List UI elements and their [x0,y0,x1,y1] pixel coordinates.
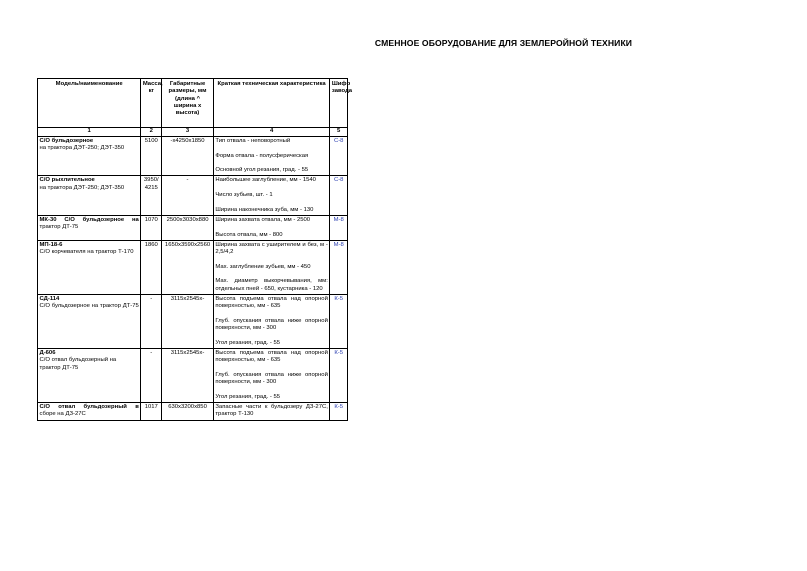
characteristic-line: Глуб. опускания отвала ниже опорной поверхности, мм - 300 [215,317,328,332]
dimensions-cell: 3115х2545х- [162,294,214,348]
model-description: на трактора ДЭТ-250; ДЭТ-350 [39,184,125,191]
characteristic-line: Высота подъема отвала над опорной поверхностью, мм - 635 [215,295,328,310]
characteristics-cell [213,349,330,403]
equipment-name-cell [38,240,141,294]
table-row [38,403,348,421]
dimensions-cell: 1650х3590х2560 [162,240,214,294]
characteristics-cell [213,403,330,421]
model-name: МП-18-6 [39,241,63,248]
equipment-name-cell [38,403,141,421]
mass-cell: 1017 [141,403,162,421]
dimensions-cell: - [162,176,214,215]
characteristic-line: Мах. заглубление зубьев, мм - 450 [215,263,311,270]
model-description: трактор ДТ-75 [39,224,79,231]
characteristic-line: Ширина захвата отвала, мм - 2500 [215,216,311,223]
mass-cell: 1860 [141,240,162,294]
mass-cell: 5100 [141,137,162,176]
characteristics-cell [213,176,330,215]
dimensions-cell: 630х3200х850 [162,403,214,421]
model-description: С/О корчевателя на трактор Т-170 [39,249,134,256]
model-name: СД-114 [39,295,60,302]
column-number: 1 [38,128,141,137]
table-row [38,137,348,176]
characteristics-cell [213,240,330,294]
characteristic-line: Угол резания, град. - 55 [215,393,281,400]
dimensions-cell: -х4250х1850 [162,137,214,176]
characteristic-line: Основной угол резания, град. - 55 [215,167,309,174]
characteristic-line: Наибольшее заглубление, мм - 1540 [215,177,316,184]
model-description: С/О отвал бульдозерный на трактор ДТ-75 [39,357,117,371]
equipment-name-cell [38,215,141,240]
factory-code-cell: С-8 [330,137,348,176]
characteristic-line: Ширина наконечника зуба, мм - 130 [215,206,314,213]
equipment-name-cell [38,349,141,403]
header-dimensions: Габаритные размеры, мм (длина ^ ширина x высота) [162,79,214,128]
equipment-table [37,78,353,421]
characteristic-line: Высота подъема отвала над опорной поверхностью, мм - 635 [215,350,328,364]
mass-cell: - [141,294,162,348]
column-number: 3 [162,128,214,137]
characteristic-line: Запасные части к бульдозеру ДЗ-27С, трактор Т-130 [215,404,328,418]
factory-code-cell: К-5 [330,349,348,403]
model-name: С/О рыхлительное [39,177,95,184]
dimensions-cell: 3115х2545х- [162,349,214,403]
table-row [38,349,348,403]
column-number: 2 [141,128,162,137]
characteristic-line: Форма отвала - полусферическая [215,152,309,159]
header-characteristics: Краткая техническая характеристика [213,79,330,128]
model-name: Д-606 [39,350,56,357]
equipment-name-cell [38,137,141,176]
column-number: 5 [330,128,348,137]
header-mass: Масса, кг [141,79,162,128]
characteristic-line: Высота отвала, мм - 800 [215,231,283,238]
header-code: Шифр завода [330,79,348,128]
characteristics-cell [213,137,330,176]
table-row [38,294,348,348]
characteristic-line: Ширина захвата с уширителем и без, м - 2,5/4,2 [215,241,328,256]
factory-code-cell: К-5 [330,403,348,421]
dimensions-cell: 2500х3030х880 [162,215,214,240]
characteristics-cell [213,294,330,348]
column-number-row [38,128,348,137]
model-name: С/О отвал бульдозерный в [39,404,139,411]
column-number: 4 [213,128,330,137]
model-description: сборе на ДЗ-27С [39,411,86,418]
table-header-row [38,79,348,128]
page-title: СМЕННОЕ ОБОРУДОВАНИЕ ДЛЯ ЗЕМЛЕРОЙНОЙ ТЕХНИКИ [374,38,633,48]
characteristic-line: Глуб. опускания отвала ниже опорной поверхности, мм - 300 [215,371,328,386]
equipment-name-cell [38,294,141,348]
model-description: С/О бульдозерное на трактор ДТ-75 [39,303,139,310]
model-description: на трактора ДЭТ-250; ДЭТ-350 [39,145,125,152]
mass-cell: 1070 [141,215,162,240]
factory-code-cell: М-8 [330,215,348,240]
header-name: Модель/наименование [38,79,141,128]
characteristic-line: Тип отвала - неповоротный [215,138,291,144]
characteristic-line: Мах. диаметр выкорчевывания, мм: отдельных пней - 650, кустарника - 120 [215,278,328,292]
factory-code-cell: М-8 [330,240,348,294]
factory-code-cell: К-5 [330,294,348,348]
characteristic-line: Число зубьев, шт. - 1 [215,192,273,199]
mass-cell: - [141,349,162,403]
table-row [38,215,348,240]
characteristics-cell [213,215,330,240]
equipment-name-cell [38,176,141,215]
factory-code-cell: С-8 [330,176,348,215]
characteristic-line: Угол резания, град. - 55 [215,339,281,346]
model-name: С/О бульдозерное [39,138,94,144]
mass-cell: 3950/ 4215 [141,176,162,215]
model-name: МК-30 С/О бульдозерное на [39,216,139,223]
table-row [38,176,348,215]
table-row [38,240,348,294]
